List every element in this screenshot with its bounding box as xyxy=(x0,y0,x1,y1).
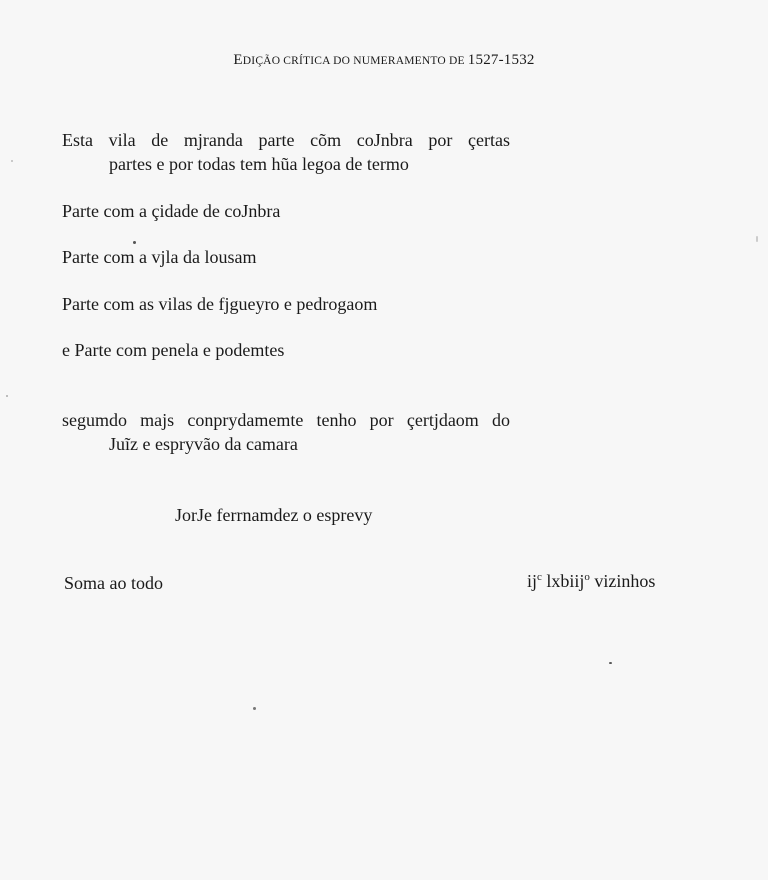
scan-speck xyxy=(11,160,13,162)
scan-speck xyxy=(6,395,8,397)
paragraph-boundaries xyxy=(62,128,510,176)
paragraph-line-indented: partes e por todas tem hũa legoa de termo xyxy=(109,154,409,174)
paragraph-lousam: Parte com a vjla da lousam xyxy=(62,247,257,267)
paragraph-fjgueyro: Parte com as vilas de fjgueyro e pedrogaom xyxy=(62,294,378,314)
header-title: DIÇÃO CRÍTICA DO NUMERAMENTO DE xyxy=(242,55,468,67)
paragraph-penela: e Parte com penela e podemtes xyxy=(62,340,285,360)
scan-speck xyxy=(609,662,612,664)
header-years: 1527-1532 xyxy=(467,52,535,68)
scan-speck xyxy=(133,241,136,244)
paragraph-line: Esta vila de mjranda parte cõm coJnbra por çertas xyxy=(62,130,510,150)
paragraph-coimbra: Parte com a çidade de coJnbra xyxy=(62,201,281,221)
paragraph-line: segumdo majs conprydamemte tenho por çertjdaom do xyxy=(62,410,510,430)
scribe-signature: JorJe ferrnamdez o esprevy xyxy=(175,505,373,525)
paragraph-segumdo xyxy=(62,408,510,456)
running-header xyxy=(0,52,768,69)
scan-speck xyxy=(756,236,758,242)
scan-speck xyxy=(253,707,256,710)
total-value: $ij^c$ lxbiij$^o$ vizinhos xyxy=(527,571,656,591)
header-initial: E xyxy=(233,52,243,68)
total-label: Soma ao todo xyxy=(64,573,163,593)
paragraph-line-indented: Juĩz e espryvão da camara xyxy=(109,434,298,454)
